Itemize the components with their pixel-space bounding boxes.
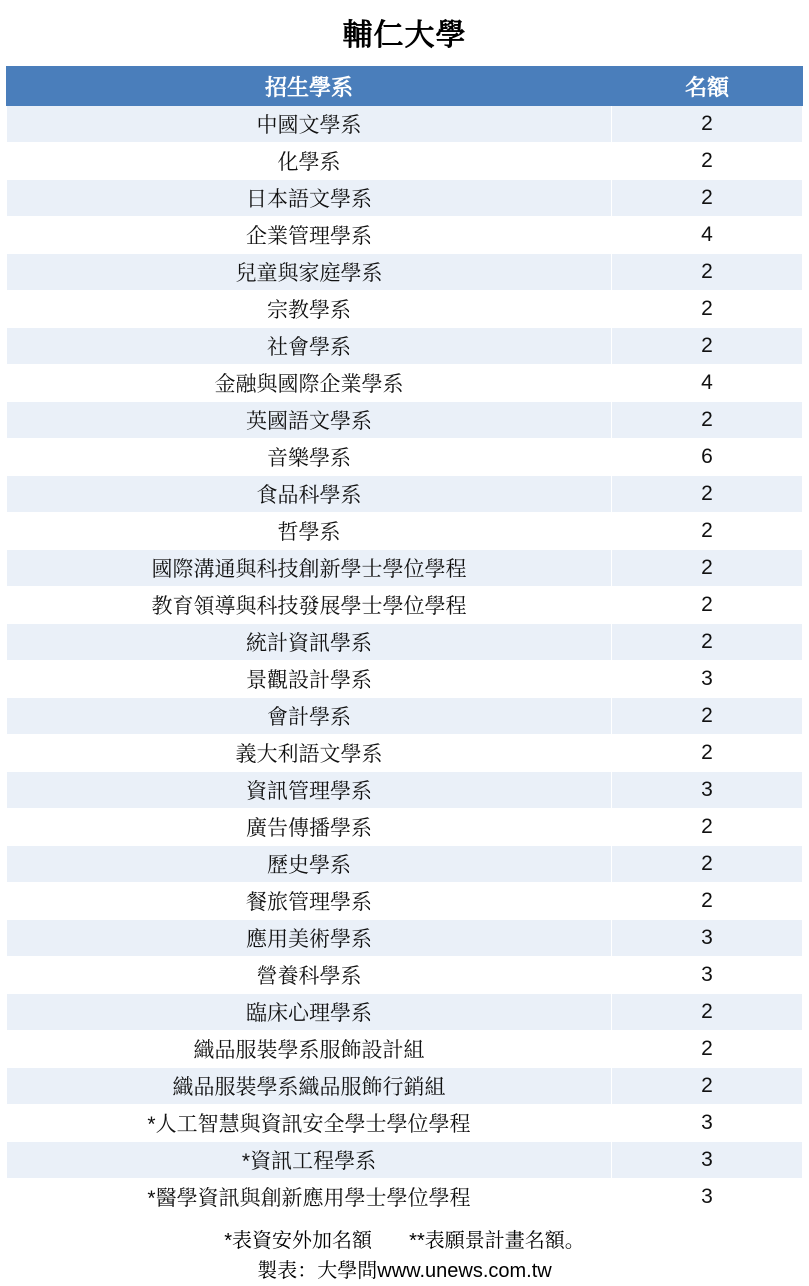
- table-row: [7, 1068, 803, 1105]
- cell-quota: 3: [611, 661, 802, 698]
- table-row: [7, 1105, 803, 1142]
- cell-quota: 2: [611, 1068, 802, 1105]
- cell-quota: 2: [611, 587, 802, 624]
- cell-department: 廣告傳播學系: [7, 809, 612, 846]
- cell-department: 企業管理學系: [7, 217, 612, 254]
- admissions-table: [6, 66, 803, 1216]
- cell-quota: 2: [611, 143, 802, 180]
- cell-quota: 2: [611, 476, 802, 513]
- cell-quota: 4: [611, 365, 802, 402]
- cell-quota: 3: [611, 957, 802, 994]
- table-row: [7, 1031, 803, 1068]
- table-row: [7, 698, 803, 735]
- table-row: [7, 587, 803, 624]
- table-row: [7, 106, 803, 143]
- cell-quota: 3: [611, 1105, 802, 1142]
- table-row: [7, 513, 803, 550]
- cell-quota: 2: [611, 254, 802, 291]
- cell-department: 宗教學系: [7, 291, 612, 328]
- footnote-notes: [6, 1226, 803, 1256]
- table-row: [7, 217, 803, 254]
- cell-department: 英國語文學系: [7, 402, 612, 439]
- cell-quota: 4: [611, 217, 802, 254]
- cell-quota: 3: [611, 772, 802, 809]
- column-header-quota: 名額: [611, 67, 802, 106]
- cell-department: 中國文學系: [7, 106, 612, 143]
- table-row: [7, 624, 803, 661]
- table-row: [7, 1142, 803, 1179]
- table-row: [7, 439, 803, 476]
- table-row: [7, 735, 803, 772]
- table-row: [7, 291, 803, 328]
- cell-department: *人工智慧與資訊安全學士學位學程: [7, 1105, 612, 1142]
- footnotes: [6, 1216, 803, 1286]
- page-title: 輔仁大學: [342, 19, 467, 52]
- table-header-row: [7, 67, 803, 106]
- cell-quota: 2: [611, 328, 802, 365]
- column-header-department: 招生學系: [7, 67, 612, 106]
- cell-quota: 3: [611, 1142, 802, 1179]
- cell-department: 營養科學系: [7, 957, 612, 994]
- cell-department: 織品服裝學系織品服飾行銷組: [7, 1068, 612, 1105]
- table-header: [7, 67, 803, 106]
- cell-quota: 2: [611, 402, 802, 439]
- cell-quota: 2: [611, 513, 802, 550]
- table-row: [7, 883, 803, 920]
- cell-department: 音樂學系: [7, 439, 612, 476]
- cell-quota: 2: [611, 883, 802, 920]
- table-row: [7, 661, 803, 698]
- cell-quota: 2: [611, 624, 802, 661]
- table-row: [7, 1179, 803, 1216]
- table-row: [7, 994, 803, 1031]
- cell-department: 應用美術學系: [7, 920, 612, 957]
- cell-department: 臨床心理學系: [7, 994, 612, 1031]
- cell-quota: 2: [611, 180, 802, 217]
- cell-department: 金融與國際企業學系: [7, 365, 612, 402]
- cell-quota: 2: [611, 698, 802, 735]
- cell-department: *資訊工程學系: [7, 1142, 612, 1179]
- cell-quota: 2: [611, 1031, 802, 1068]
- cell-quota: 2: [611, 809, 802, 846]
- cell-quota: 2: [611, 846, 802, 883]
- table-row: [7, 957, 803, 994]
- cell-department: 教育領導與科技發展學士學位學程: [7, 587, 612, 624]
- table-row: [7, 476, 803, 513]
- cell-department: 統計資訊學系: [7, 624, 612, 661]
- cell-quota: 2: [611, 994, 802, 1031]
- table-row: [7, 402, 803, 439]
- cell-quota: 2: [611, 106, 802, 143]
- cell-department: 義大利語文學系: [7, 735, 612, 772]
- cell-department: 會計學系: [7, 698, 612, 735]
- cell-department: 景觀設計學系: [7, 661, 612, 698]
- cell-department: 餐旅管理學系: [7, 883, 612, 920]
- cell-department: 日本語文學系: [7, 180, 612, 217]
- table-row: [7, 365, 803, 402]
- cell-department: 食品科學系: [7, 476, 612, 513]
- cell-department: 國際溝通與科技創新學士學位學程: [7, 550, 612, 587]
- cell-quota: 2: [611, 735, 802, 772]
- table-row: [7, 180, 803, 217]
- cell-department: 兒童與家庭學系: [7, 254, 612, 291]
- table-body: [7, 106, 803, 1216]
- cell-department: 社會學系: [7, 328, 612, 365]
- table-row: [7, 809, 803, 846]
- cell-department: 化學系: [7, 143, 612, 180]
- cell-quota: 3: [611, 1179, 802, 1216]
- footnote-vision-quota: **表願景計畫名額。: [409, 1230, 585, 1252]
- table-row: [7, 920, 803, 957]
- table-row: [7, 143, 803, 180]
- cell-department: 織品服裝學系服飾設計組: [7, 1031, 612, 1068]
- footnote-security-quota: *表資安外加名額: [224, 1230, 373, 1252]
- table-row: [7, 328, 803, 365]
- cell-department: *醫學資訊與創新應用學士學位學程: [7, 1179, 612, 1216]
- cell-quota: 2: [611, 291, 802, 328]
- table-row: [7, 550, 803, 587]
- footnote-source: 製表：大學問www.unews.com.tw: [257, 1260, 552, 1282]
- cell-department: 資訊管理學系: [7, 772, 612, 809]
- cell-quota: 6: [611, 439, 802, 476]
- cell-quota: 3: [611, 920, 802, 957]
- cell-department: 歷史學系: [7, 846, 612, 883]
- cell-quota: 2: [611, 550, 802, 587]
- table-row: [7, 846, 803, 883]
- table-row: [7, 254, 803, 291]
- cell-department: 哲學系: [7, 513, 612, 550]
- table-row: [7, 772, 803, 809]
